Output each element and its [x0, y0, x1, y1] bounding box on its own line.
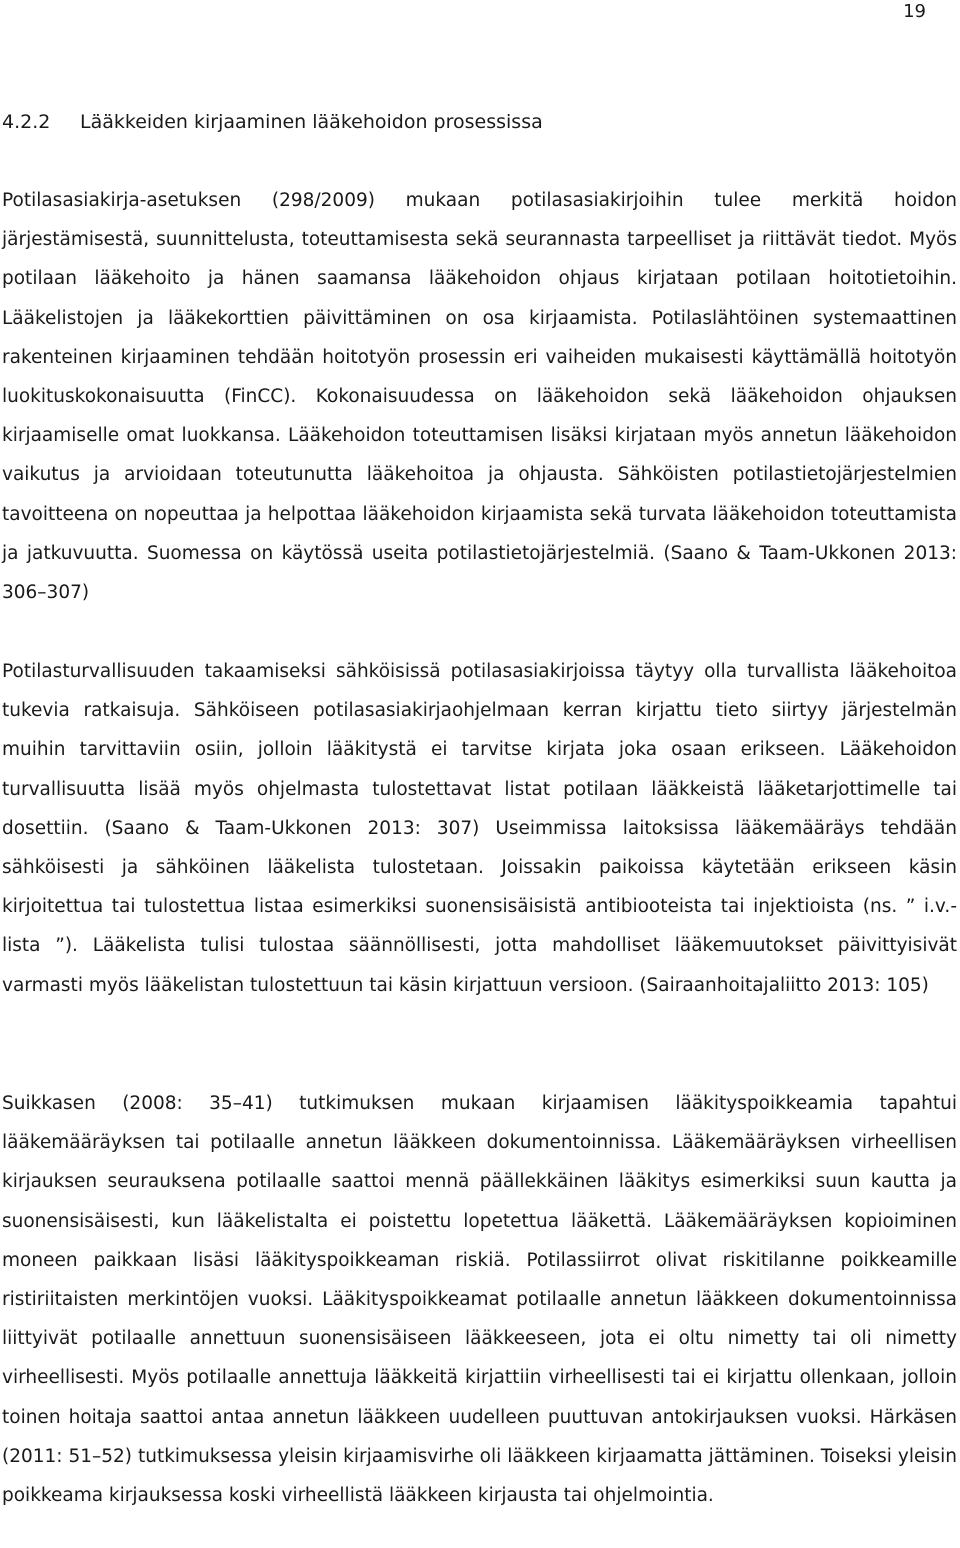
- section-title: Lääkkeiden kirjaaminen lääkehoidon prosessissa: [80, 111, 543, 133]
- page-number: 19: [903, 1, 926, 22]
- body-paragraph: Suikkasen (2008: 35–41) tutkimuksen mukaan kirjaamisen lääkityspoikkeamia tapahtui lääkemääräyksen tai potilaalle annetun lääkkeen dokumentoinnissa. Lääkemääräyksen virheellisen kirjauksen seurauksena potilaalle saattoi mennä päällekkäinen lääkitys esimerkiksi suun kautta ja suonensisäisesti, kun lääkelistalta ei poistettu lopetettua lääkettä. Lääkemääräyksen kopioiminen moneen paikkaan lisäsi lääkityspoikkeaman riskiä. Potilassiirrot olivat riskitilanne poikkeamille ristiriitaisten merkintöjen vuoksi. Lääkityspoikkeamat potilaalle annetun lääkkeen dokumentoinnissa liittyivät potilaalle annettuun suonensisäiseen lääkkeeseen, jota ei oltu nimetty tai oli nimetty virheellisesti. Myös potilaalle annettuja lääkkeitä kirjattiin virheellisesti tai ei kirjattu ollenkaan, jolloin toinen hoitaja saattoi antaa annetun lääkkeen uudelleen puuttuvan antokirjauksen vuoksi. Härkäsen (2011: 51–52) tutkimuksessa yleisin kirjaamisvirhe oli lääkkeen kirjaamatta jättäminen. Toiseksi yleisin poikkeama kirjauksessa koski virheellistä lääkkeen kirjausta tai ohjelmointia.: [2, 1093, 957, 1507]
- body-paragraph: Potilasturvallisuuden takaamiseksi sähköisissä potilasasiakirjoissa täytyy olla turvallista lääkehoitoa tukevia ratkaisuja. Sähköiseen potilasasiakirjaohjelmaan kerran kirjattu tieto siirtyy järjestelmän muihin tarvittaviin osiin, jolloin lääkitystä ei tarvitse kirjata joka osaan erikseen. Lääkehoidon turvallisuutta lisää myös ohjelmasta tulostettavat listat potilaan lääkkeistä lääketarjottimelle tai dosettiin. (Saano & Taam-Ukkonen 2013: 307) Useimmissa laitoksissa lääkemääräys tehdään sähköisesti ja sähköinen lääkelista tulostetaan. Joissakin paikoissa käytetään erikseen käsin kirjoitettua tai tulostettua listaa esimerkiksi suonensisäisistä antibiooteista tai injektioista (ns. ” i.v.-lista ”). Lääkelista tulisi tulostaa säännöllisesti, jotta mahdolliset lääkemuutokset päivittyisivät varmasti myös lääkelistan tulostettuun tai käsin kirjattuun versioon. (Sairaanhoitajaliitto 2013: 105): [2, 661, 957, 996]
- body-paragraph: Potilasasiakirja-asetuksen (298/2009) mukaan potilasasiakirjoihin tulee merkitä hoidon järjestämisestä, suunnittelusta, toteuttamisesta sekä seurannasta tarpeelliset ja riittävät tiedot. Myös potilaan lääkehoito ja hänen saamansa lääkehoidon ohjaus kirjataan potilaan hoitotietoihin. Lääkelistojen ja lääkekorttien päivittäminen on osa kirjaamista. Potilaslähtöinen systemaattinen rakenteinen kirjaaminen tehdään hoitotyön prosessin eri vaiheiden mukaisesti käyttämällä hoitotyön luokituskokonaisuutta (FinCC). Kokonaisuudessa on lääkehoidon sekä lääkehoidon ohjauksen kirjaamiselle omat luokkansa. Lääkehoidon toteuttamisen lisäksi kirjataan myös annetun lääkehoidon vaikutus ja arvioidaan toteutunutta lääkehoitoa ja ohjausta. Sähköisten potilastietojärjestelmien tavoitteena on nopeuttaa ja helpottaa lääkehoidon kirjaamista sekä turvata lääkehoidon toteuttamista ja jatkuvuutta. Suomessa on käytössä useita potilastietojärjestelmiä. (Saano & Taam-Ukkonen 2013: 306–307): [2, 190, 957, 604]
- section-number: 4.2.2: [2, 111, 51, 133]
- section-heading: [2, 108, 543, 136]
